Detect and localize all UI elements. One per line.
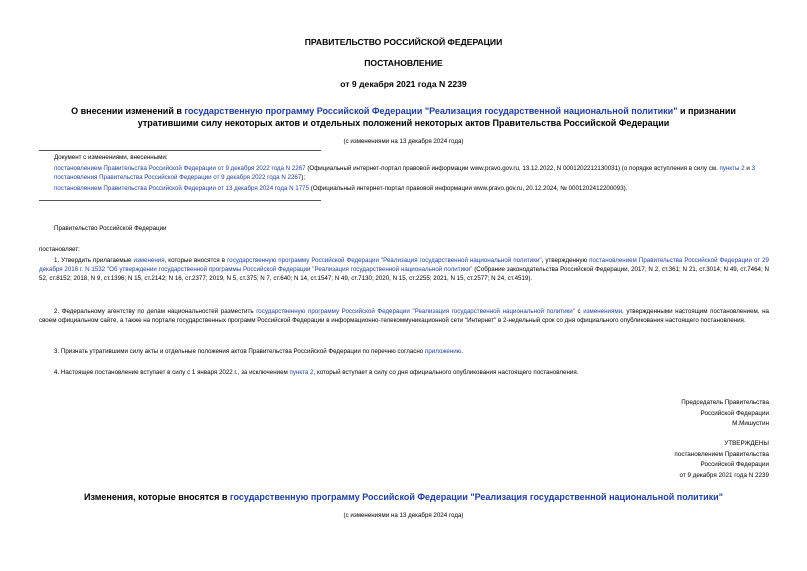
header-doc-type: ПОСТАНОВЛЕНИЕ bbox=[364, 58, 443, 68]
signature-line-1: Председатель Правительства bbox=[681, 399, 769, 406]
p2-text-c: , утвержденными настоящим постановлением, на своем официальном сайте, а также на портале государственных программ Российской Федерации в информационно-телекоммуникационной сети "Интернет" в 2-недельный срок со дня официального опубликования настоящего постановления. bbox=[39, 308, 769, 324]
changes-top-divider bbox=[39, 150, 321, 151]
p3-text-a: 3. Признать утратившими силу акты и отдельные положения актов Правительства Российской Федерации по перечню согласно bbox=[54, 348, 425, 355]
annex-title-prefix: Изменения, которые вносятся в bbox=[84, 492, 230, 502]
revision-note: (с изменениями на 13 декабря 2024 года) bbox=[343, 138, 464, 145]
p2-changes-link[interactable]: изменениями bbox=[583, 308, 623, 315]
title-suffix: и признании утратившими силу некоторых актов и отдельных положений некоторых актов Правительства Российской Федерации bbox=[137, 106, 736, 128]
p1-text-c: , утвержденную bbox=[541, 257, 590, 264]
annex-title bbox=[0, 491, 807, 503]
p1-resolution-link[interactable]: постановлением Правительства Российской Федерации от 29 декабря 2016 г. N 1532 "Об утверждении государственной программы Российской Федерации "Реализация государственной национальной политики" bbox=[39, 257, 769, 273]
p1-text-b: , которые вносятся в bbox=[164, 257, 228, 264]
p3-text-b: . bbox=[461, 348, 464, 355]
paragraph-4 bbox=[39, 369, 769, 378]
signature-line-3: М.Мишустин bbox=[732, 420, 769, 427]
decides: постановляет: bbox=[39, 246, 80, 253]
p4-text-b: , который вступает в силу со дня официального опубликования настоящего постановления. bbox=[313, 369, 579, 376]
changes-item-1-link-point3[interactable]: 3 постановления Правительства Российской Федерации от 9 декабря 2022 года N 2267 bbox=[54, 165, 755, 181]
annex-title-program-link[interactable]: государственную программу Российской Федерации "Реализация государственной национальной политики" bbox=[229, 492, 723, 502]
approval-line-2: постановлением Правительства bbox=[674, 450, 769, 458]
p4-text-a: 4. Настоящее постановление вступает в силу с 1 января 2022 г., за исключением bbox=[54, 369, 290, 376]
paragraph-2 bbox=[39, 308, 769, 326]
p2-text-b: с bbox=[574, 308, 584, 315]
approval-line-4: от 9 декабря 2021 года N 2239 bbox=[679, 471, 769, 479]
title-program-link[interactable]: государственную программу Российской Федерации "Реализация государственной национальной политики" bbox=[184, 106, 678, 116]
paragraph-3 bbox=[39, 348, 769, 357]
changes-item-1-text: (Официальный интернет-портал правовой информации www.pravo.gov.ru, 13.12.2022, N 0001202212130031) (о порядке вступления в силу см. bbox=[305, 165, 720, 172]
approval-block bbox=[674, 439, 769, 481]
changes-item-1-and: и bbox=[744, 165, 752, 172]
annex-revision-note: (с изменениями на 13 декабря 2024 года) bbox=[343, 512, 464, 519]
changes-item-1-link-points[interactable]: пункты 2 bbox=[719, 165, 745, 172]
p4-point2-link[interactable]: пункта 2 bbox=[289, 369, 314, 376]
signature-block bbox=[681, 398, 769, 430]
changes-item-2-link[interactable]: постановлением Правительства Российской Федерации от 13 декабря 2024 года N 1775 bbox=[54, 185, 310, 192]
p1-text-a: 1. Утвердить прилагаемые bbox=[54, 257, 134, 264]
changes-item-1-link[interactable]: постановлением Правительства Российской Федерации от 9 декабря 2022 года N 2267 bbox=[54, 165, 306, 172]
paragraph-1 bbox=[39, 257, 769, 284]
p3-appendix-link[interactable]: приложению bbox=[424, 348, 462, 355]
approval-line-1: УТВЕРЖДЕНЫ bbox=[724, 440, 769, 447]
p2-text-a: 2. Федеральному агентству по делам национальностей разместить bbox=[54, 308, 257, 315]
approval-line-3: Российской Федерации bbox=[700, 461, 769, 468]
changes-item-1 bbox=[54, 165, 770, 183]
document-title bbox=[40, 105, 767, 129]
changes-bottom-divider bbox=[39, 200, 321, 201]
signature-line-2: Российской Федерации bbox=[700, 409, 769, 417]
changes-item-2 bbox=[54, 185, 770, 194]
p2-program-link[interactable]: государственную программу Российской Федерации "Реализация государственной национальной политики" bbox=[256, 308, 575, 315]
changes-item-2-text: (Официальный интернет-портал правовой информации www.pravo.gov.ru, 20.12.2024, № 0001202412200093). bbox=[309, 185, 628, 192]
p1-program-link[interactable]: государственную программу Российской Федерации "Реализация государственной национальной политики" bbox=[227, 257, 542, 264]
issuer: Правительство Российской Федерации bbox=[54, 225, 167, 232]
p1-changes-link[interactable]: изменения bbox=[133, 257, 165, 264]
header-date-number: от 9 декабря 2021 года N 2239 bbox=[340, 79, 467, 89]
title-prefix: О внесении изменений в bbox=[71, 106, 185, 116]
p1-text-d: (Собрание законодательства Российской Федерации, 2017, N 2, ст.361; N 21, ст.3014; N 49, ст.7464; N 52, ст.8152; 2018, N 9, ст.1396; N 15, ст.2142; N 16, ст.2377; 2019, N 5, ст.375; N 7, ст.640; N 14, ст.1547; N 49, ст.7130; 2020, N 15, ст.2255; 2021, N 15, ст.2577; N 24, ст.4519). bbox=[39, 265, 769, 282]
changes-item-1-end: ); bbox=[301, 173, 306, 181]
header-org: ПРАВИТЕЛЬСТВО РОССИЙСКОЙ ФЕДЕРАЦИИ bbox=[304, 37, 503, 47]
changes-intro: Документ с изменениями, внесенными: bbox=[54, 154, 168, 161]
